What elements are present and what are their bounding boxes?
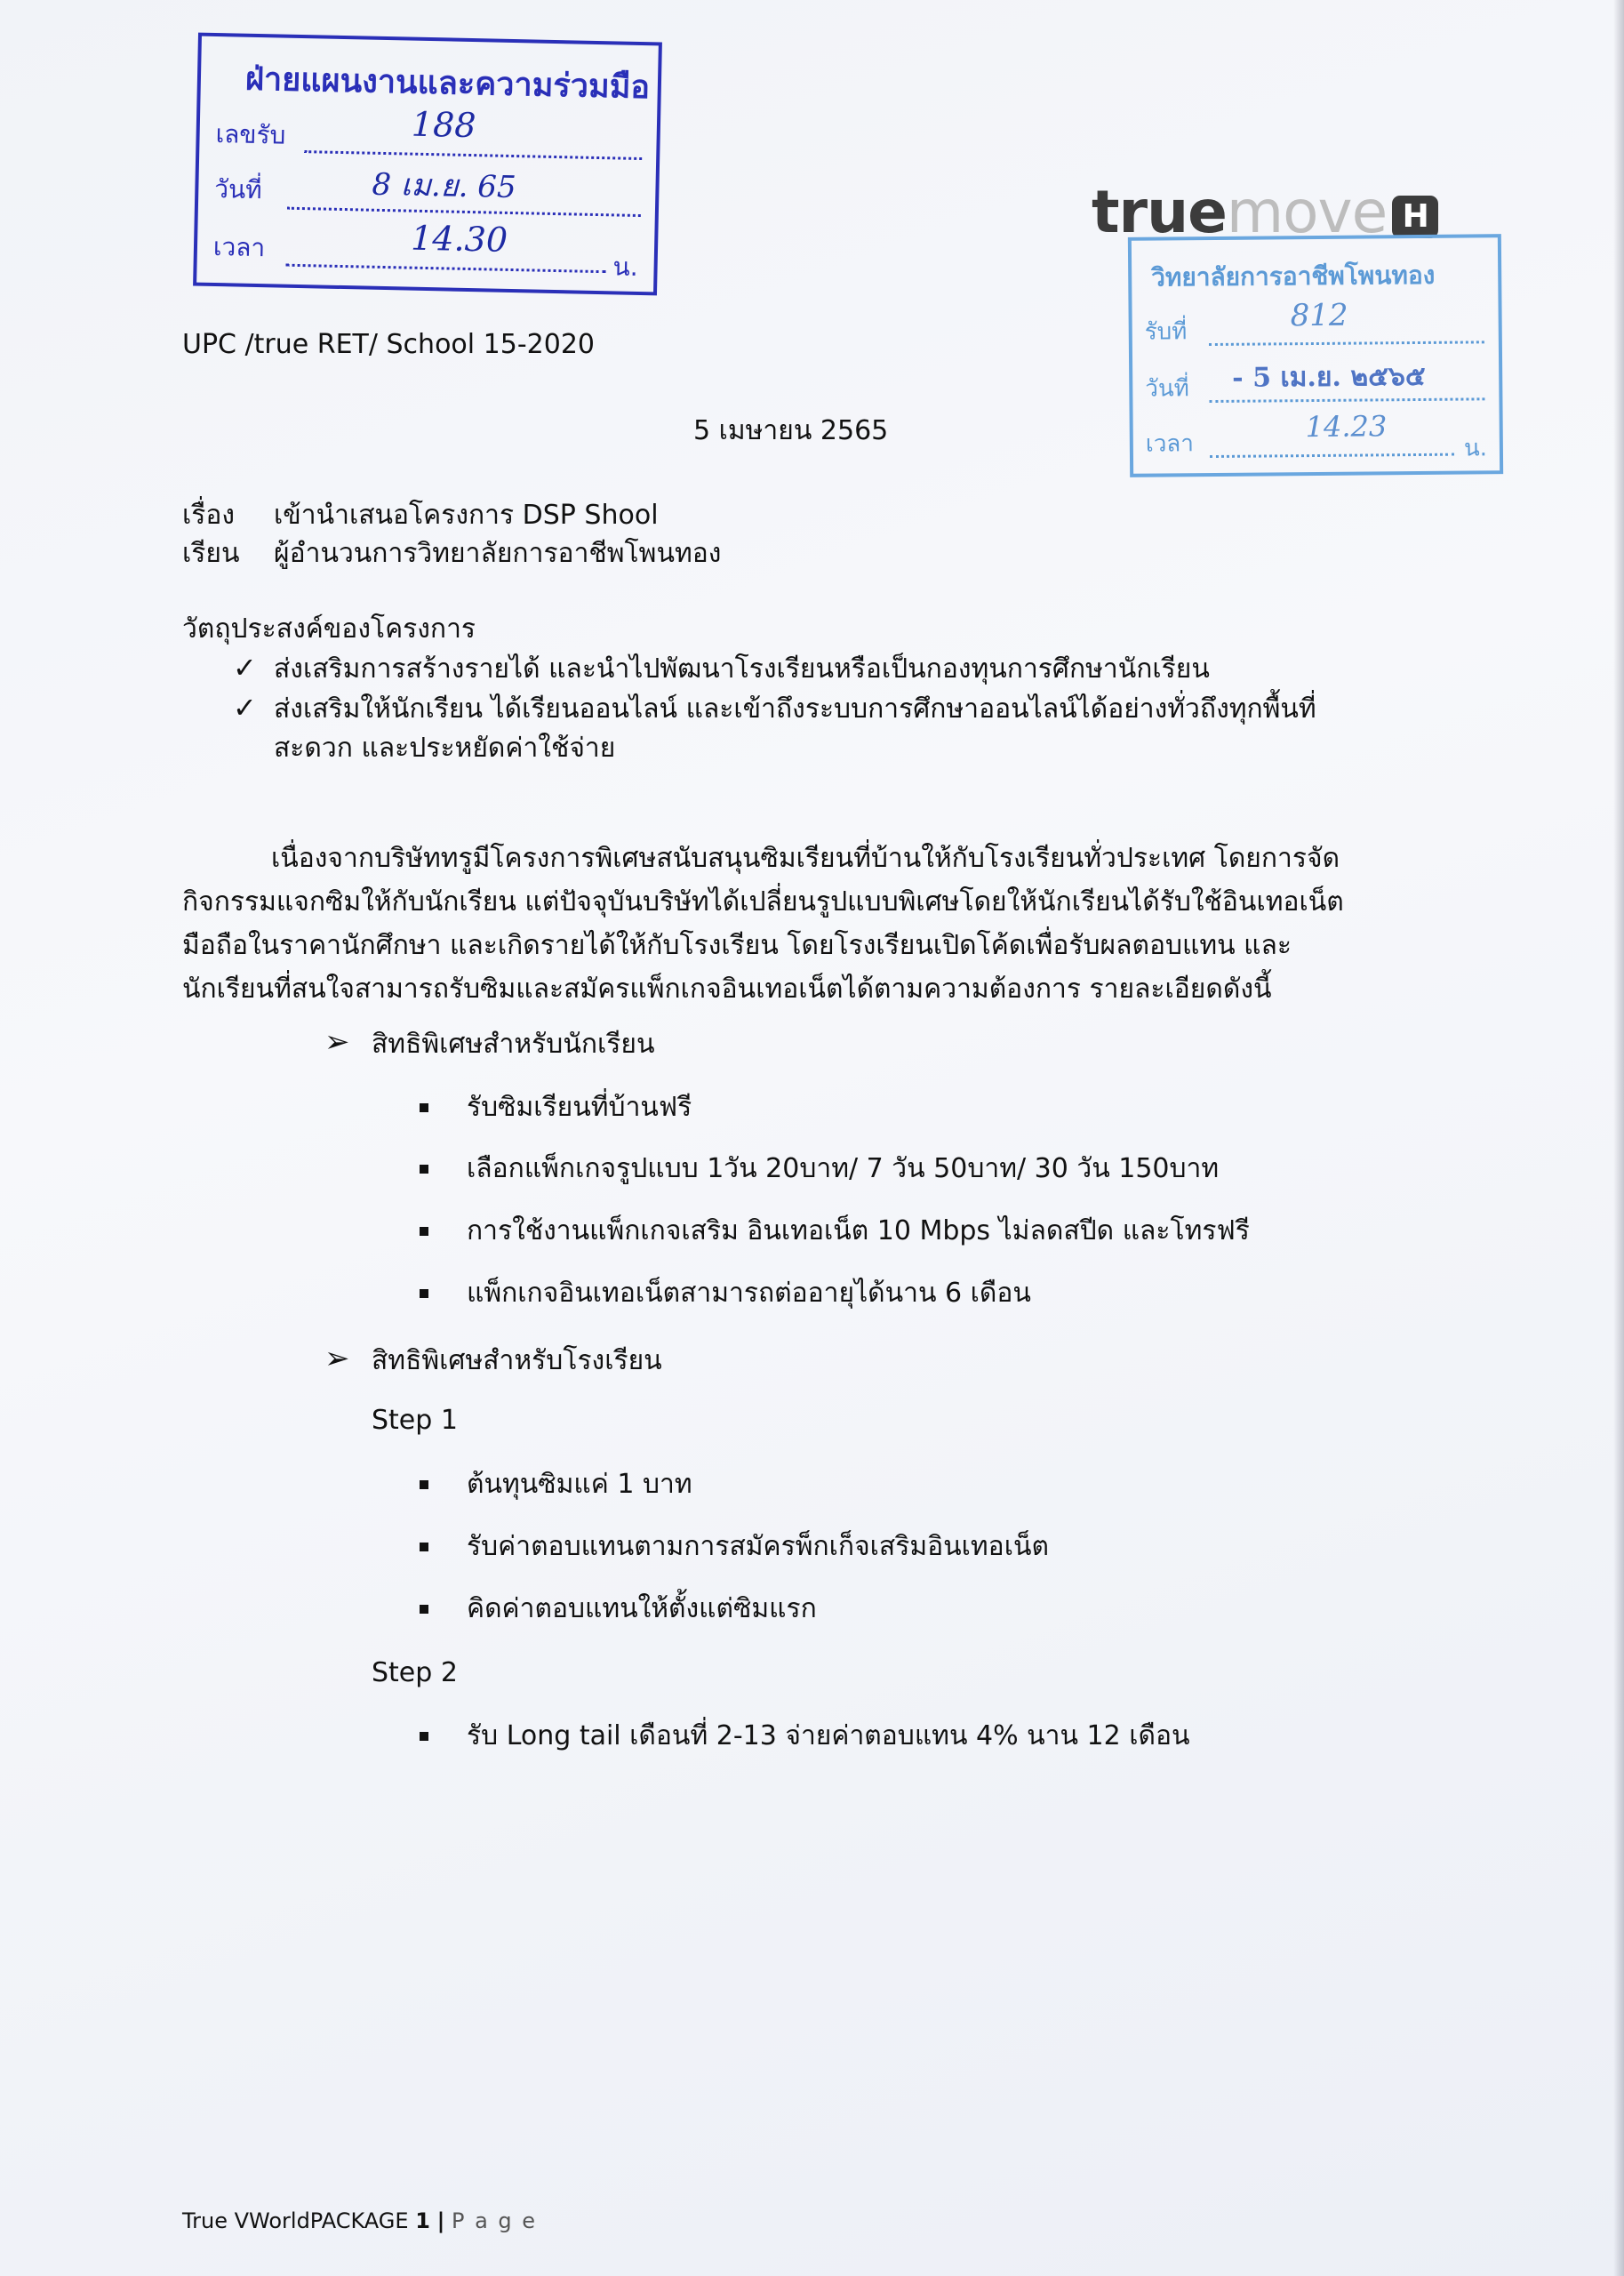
- stamp-dotted-line: [304, 148, 642, 160]
- body-line: นักเรียนที่สนใจสามารถรับซิมและสมัครแพ็กเกจอินเทอเน็ตได้ตามความต้องการ รายละเอียดดังนี้: [182, 974, 1272, 1005]
- stamp-date-label: วันที่: [1145, 375, 1189, 403]
- footer-title: True VWorldPACKAGE: [182, 2208, 409, 2233]
- student-item: เลือกแพ็กเกจรูปแบบ 1วัน 20บาท/ 7 วัน 50บาท/ 30 วัน 150บาท: [467, 1153, 1220, 1184]
- step1-item: คิดค่าตอบแทนให้ตั้งแต่ซิมแรก: [467, 1593, 817, 1624]
- logo-h-icon: H: [1392, 196, 1438, 238]
- logo-move: move: [1226, 178, 1388, 246]
- square-bullet-icon: [420, 1543, 428, 1551]
- stamp-date-value: 8 เม.ย. 65: [372, 166, 516, 206]
- reference-number: UPC /true RET/ School 15-2020: [182, 329, 595, 360]
- stamp-unit: น.: [612, 252, 639, 282]
- college-receive-stamp: [1128, 234, 1503, 477]
- square-bullet-icon: [420, 1103, 428, 1112]
- school-privileges-heading: สิทธิพิเศษสำหรับโรงเรียน: [372, 1345, 662, 1376]
- step1-label: Step 1: [372, 1405, 458, 1436]
- stamp-time-value: 14.23: [1305, 409, 1388, 445]
- student-privileges-heading: สิทธิพิเศษสำหรับนักเรียน: [372, 1029, 655, 1060]
- logo-true: true: [1092, 178, 1227, 246]
- footer-page-number: 1: [415, 2208, 430, 2233]
- stamp-recv-number: 188: [411, 104, 476, 146]
- letter-date: 5 เมษายน 2565: [693, 415, 889, 446]
- recipient-label: เรียน: [182, 538, 240, 569]
- stamp-time-value: 14.30: [410, 218, 508, 260]
- square-bullet-icon: [420, 1227, 428, 1236]
- stamp-recv-label: เลขรับ: [215, 119, 286, 150]
- objective-item-continued: สะดวก และประหยัดค่าใช้จ่าย: [274, 733, 616, 764]
- step1-item: รับค่าตอบแทนตามการสมัครพ็กเก็จเสริมอินเทอเน็ต: [467, 1531, 1049, 1562]
- subject-label: เรื่อง: [182, 500, 236, 531]
- checkmark-icon: ✓: [233, 691, 257, 725]
- square-bullet-icon: [420, 1165, 428, 1174]
- square-bullet-icon: [420, 1480, 428, 1489]
- objectives-heading: วัตถุประสงค์ของโครงการ: [182, 613, 476, 645]
- recipient-text: ผู้อำนวนการวิทยาลัยการอาชีพโพนทอง: [274, 538, 722, 569]
- square-bullet-icon: [420, 1605, 428, 1614]
- arrow-bullet-icon: ➢: [324, 1341, 350, 1376]
- stamp-date-label: วันที่: [214, 173, 263, 205]
- body-line: มือถือในราคานักศึกษา และเกิดรายได้ให้กับโรงเรียน โดยโรงเรียนเปิดโค้ดเพื่อรับผลตอบแทน และ: [182, 930, 1292, 961]
- step2-item: รับ Long tail เดือนที่ 2-13 จ่ายค่าตอบแทน 4% นาน 12 เดือน: [467, 1720, 1190, 1751]
- objective-item: ส่งเสริมให้นักเรียน ได้เรียนออนไลน์ และเข้าถึงระบบการศึกษาออนไลน์ได้อย่างทั่วถึงทุกพื้นที่: [274, 693, 1316, 725]
- stamp-dotted-line: [1209, 339, 1484, 346]
- stamp-dotted-line: [1210, 452, 1454, 458]
- objective-item: ส่งเสริมการสร้างรายได้ และนำไปพัฒนาโรงเรียนหรือเป็นกองทุนการศึกษานักเรียน: [274, 653, 1210, 685]
- page-footer: [182, 2207, 537, 2235]
- stamp-title: วิทยาลัยการอาชีพโพนทอง: [1151, 260, 1436, 293]
- student-item: การใช้งานแพ็กเกจเสริม อินเทอเน็ต 10 Mbps ไม่ลดสปีด และโทรฟรี: [467, 1215, 1250, 1246]
- page-edge-shadow: [1613, 0, 1624, 2276]
- stamp-recv-label: รับที่: [1144, 318, 1188, 346]
- student-item: แพ็กเกจอินเทอเน็ตสามารถต่ออายุได้นาน 6 เดือน: [467, 1278, 1031, 1309]
- stamp-date-value: - 5 เม.ย. ๒๕๖๕: [1232, 360, 1426, 394]
- stamp-time-label: เวลา: [212, 231, 266, 263]
- body-line: เนื่องจากบริษัททรูมีโครงการพิเศษสนับสนุนซิมเรียนที่บ้านให้กับโรงเรียนทั่วประเทศ โดยการจัด: [271, 843, 1340, 874]
- square-bullet-icon: [420, 1732, 428, 1741]
- subject-text: เข้านำเสนอโครงการ DSP Shool: [274, 500, 659, 531]
- stamp-time-label: เวลา: [1145, 430, 1195, 458]
- step2-label: Step 2: [372, 1657, 458, 1688]
- stamp-unit: น.: [1463, 435, 1488, 462]
- checkmark-icon: ✓: [233, 651, 257, 685]
- stamp-recv-number: 812: [1290, 297, 1348, 334]
- stamp-title: ฝ่ายแผนงานและความร่วมมือ: [244, 60, 651, 107]
- dept-receive-stamp: [193, 33, 662, 296]
- body-line: กิจกรรมแจกซิมให้กับนักเรียน แต่ปัจจุบันบริษัทได้เปลี่ยนรูปแบบพิเศษโดยให้นักเรียนได้รับใช้อินเทอเน็ต: [182, 886, 1344, 918]
- step1-item: ต้นทุนซิมแค่ 1 บาท: [467, 1469, 692, 1500]
- footer-separator: |: [436, 2208, 445, 2233]
- stamp-dotted-line: [286, 262, 606, 274]
- student-item: รับซิมเรียนที่บ้านฟรี: [467, 1092, 692, 1123]
- footer-page-word: P a g e: [451, 2208, 538, 2233]
- arrow-bullet-icon: ➢: [324, 1024, 350, 1060]
- square-bullet-icon: [420, 1289, 428, 1298]
